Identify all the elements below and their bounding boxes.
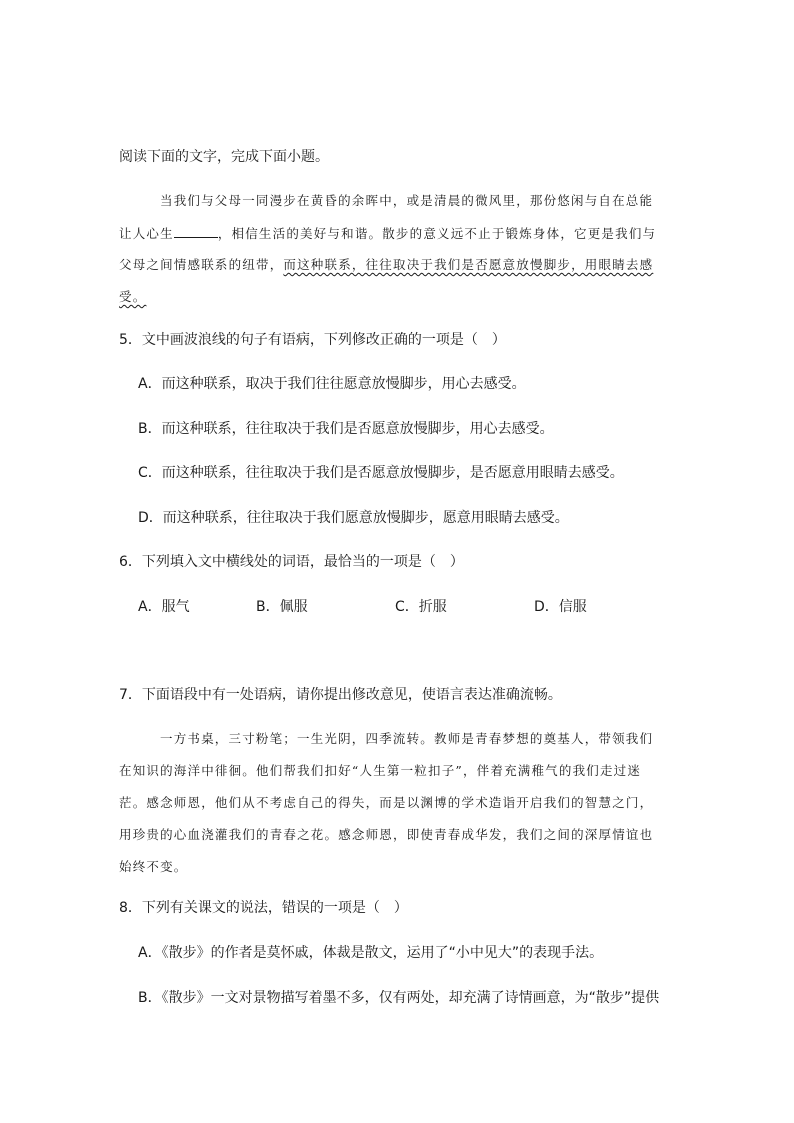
passage-line-2 xyxy=(119,223,656,244)
question-6-option-d: D．信服 xyxy=(534,599,587,615)
passage-line-3-plain: 父母之间情感联系的纽带， xyxy=(119,257,284,272)
passage-line-2-post: ，相信生活的美好与和谐。散步的意义远不止于锻炼身体，它更是我们与 xyxy=(217,226,657,241)
q7-passage-line-5: 始终不变。 xyxy=(119,859,188,874)
question-5-option-d: D．而这种联系，往往取决于我们愿意放慢脚步，愿意用眼睛去感受。 xyxy=(138,510,569,526)
question-8-option-a: A．《散步》的作者是莫怀戚，体裁是散文，运用了“小中见大”的表现手法。 xyxy=(138,945,604,961)
question-5-option-c: C．而这种联系，往往取决于我们是否愿意放慢脚步，是否愿意用眼睛去感受。 xyxy=(138,465,624,481)
wavy-underlined-sentence-end: 受。 xyxy=(119,289,147,304)
question-5-option-a: A．而这种联系，取决于我们往往愿意放慢脚步，用心去感受。 xyxy=(138,376,526,392)
question-5-stem: 5．文中画波浪线的句子有语病，下列修改正确的一项是（ ） xyxy=(119,332,506,348)
question-8-stem: 8．下列有关课文的说法，错误的一项是（ ） xyxy=(119,900,408,916)
reading-instruction: 阅读下面的文字，完成下面小题。 xyxy=(119,149,329,165)
question-6-option-b: B．佩服 xyxy=(256,599,308,615)
question-6-stem: 6．下列填入文中横线处的词语，最恰当的一项是（ ） xyxy=(119,554,464,570)
question-7-stem: 7．下面语段中有一处语病，请你提出修改意见，使语言表达准确流畅。 xyxy=(119,687,562,703)
q7-passage-line-1: 一方书桌，三寸粉笔；一生光阴，四季流转。教师是青春梦想的奠基人，带领我们 xyxy=(160,731,654,746)
passage-line-4 xyxy=(119,287,146,307)
q7-passage-line-3: 茫。感念师恩，他们从不考虑自己的得失，而是以渊博的学术造诣开启我们的智慧之门， xyxy=(119,795,654,810)
passage-line-2-pre: 让人心生 xyxy=(119,226,174,241)
question-6-option-c: C．折服 xyxy=(395,599,447,615)
fill-in-blank xyxy=(174,223,218,238)
question-8-option-b: B．《散步》一文对景物描写着墨不多，仅有两处，却充满了诗情画意，为“散步”提供 xyxy=(138,990,660,1006)
question-5-option-b: B．而这种联系，往往取决于我们是否愿意放慢脚步，用心去感受。 xyxy=(138,421,554,437)
wavy-underlined-sentence: 而这种联系，往往取决于我们是否愿意放慢脚步，用眼睛去感 xyxy=(283,257,654,272)
passage-line-1: 当我们与父母一同漫步在黄昏的余晖中，或是清晨的微风里，那份悠闲与自在总能 xyxy=(160,193,654,208)
q7-passage-line-4: 用珍贵的心血浇灌我们的青春之花。感念师恩，即使青春成华发，我们之间的深厚情谊也 xyxy=(119,827,654,842)
q7-passage-line-2: 在知识的海洋中徘徊。他们帮我们扣好“人生第一粒扣子”，伴着充满稚气的我们走过迷 xyxy=(119,763,642,778)
passage-line-3 xyxy=(119,255,653,275)
question-6-option-a: A．服气 xyxy=(138,599,190,615)
